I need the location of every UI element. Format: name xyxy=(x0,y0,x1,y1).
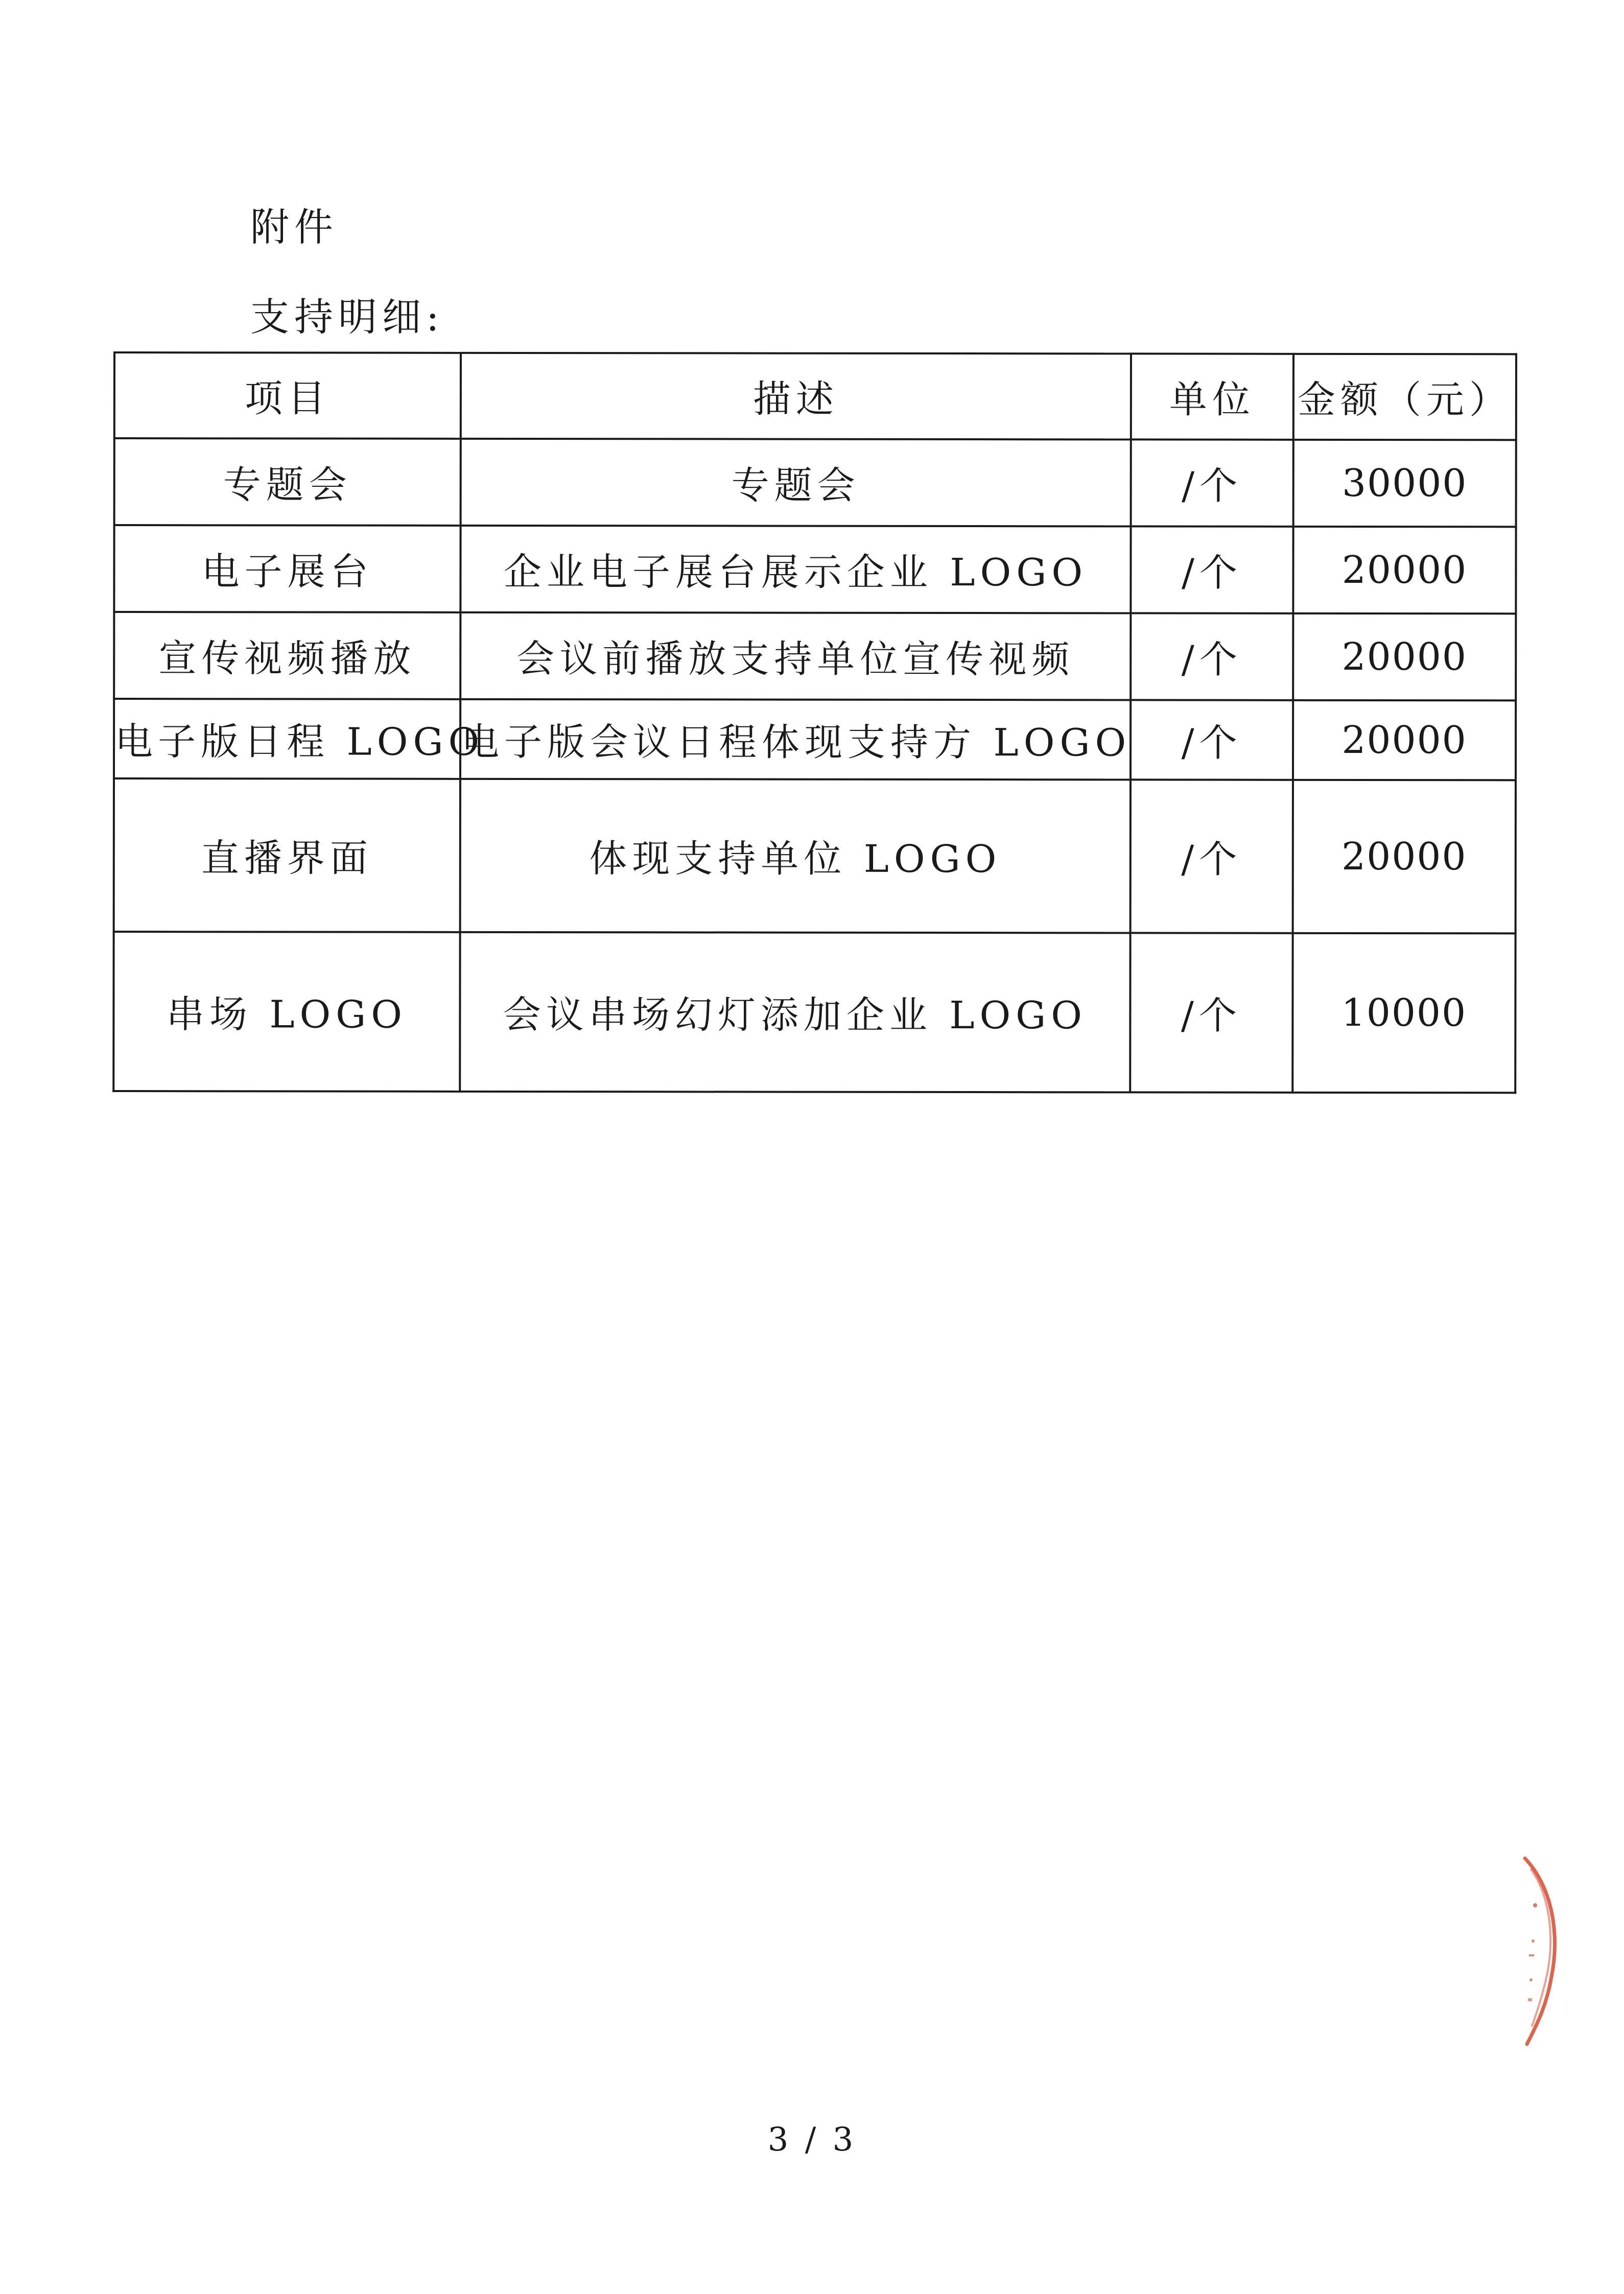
table-row xyxy=(114,612,1516,700)
item-cell: 电子版日程 LOGO xyxy=(114,699,460,779)
table-row xyxy=(114,778,1516,933)
item-cell: 电子展台 xyxy=(114,525,460,612)
column-header-amount: 金额（元） xyxy=(1293,354,1516,440)
page-number: 3 / 3 xyxy=(767,2121,857,2159)
item-cell: 专题会 xyxy=(114,438,461,526)
table-row xyxy=(114,438,1516,527)
attachment-heading: 附件 xyxy=(250,204,338,250)
column-header-unit: 单位 xyxy=(1131,353,1293,439)
unit-cell: /个 xyxy=(1130,933,1292,1092)
unit-cell: /个 xyxy=(1131,526,1293,613)
description-cell: 企业电子展台展示企业 LOGO xyxy=(460,526,1131,613)
table-row xyxy=(113,932,1515,1093)
description-cell: 体现支持单位 LOGO xyxy=(460,779,1131,933)
amount-cell: 10000 xyxy=(1292,933,1515,1093)
description-cell: 会议前播放支持单位宣传视频 xyxy=(460,612,1131,700)
item-cell: 直播界面 xyxy=(114,778,460,932)
seal-stamp-fragment xyxy=(1520,1854,1566,2048)
support-details-table xyxy=(112,351,1517,1094)
column-header-item: 项目 xyxy=(114,352,461,439)
unit-cell: /个 xyxy=(1131,439,1293,526)
table-row xyxy=(114,525,1516,613)
amount-cell: 20000 xyxy=(1293,700,1516,781)
table-header-row xyxy=(114,352,1516,440)
description-cell: 电子版会议日程体现支持方 LOGO xyxy=(460,699,1131,780)
unit-cell: /个 xyxy=(1131,613,1293,700)
amount-cell: 20000 xyxy=(1293,527,1516,614)
description-cell: 会议串场幻灯添加企业 LOGO xyxy=(460,932,1130,1093)
amount-cell: 20000 xyxy=(1293,613,1516,701)
amount-cell: 30000 xyxy=(1293,440,1516,527)
amount-cell: 20000 xyxy=(1293,780,1516,934)
unit-cell: /个 xyxy=(1131,700,1293,779)
item-cell: 串场 LOGO xyxy=(113,932,460,1092)
column-header-description: 描述 xyxy=(461,353,1131,440)
description-cell: 专题会 xyxy=(461,439,1131,527)
support-details-heading: 支持明细: xyxy=(250,294,444,340)
item-cell: 宣传视频播放 xyxy=(114,612,460,699)
table-row xyxy=(114,699,1516,780)
unit-cell: /个 xyxy=(1131,779,1293,933)
